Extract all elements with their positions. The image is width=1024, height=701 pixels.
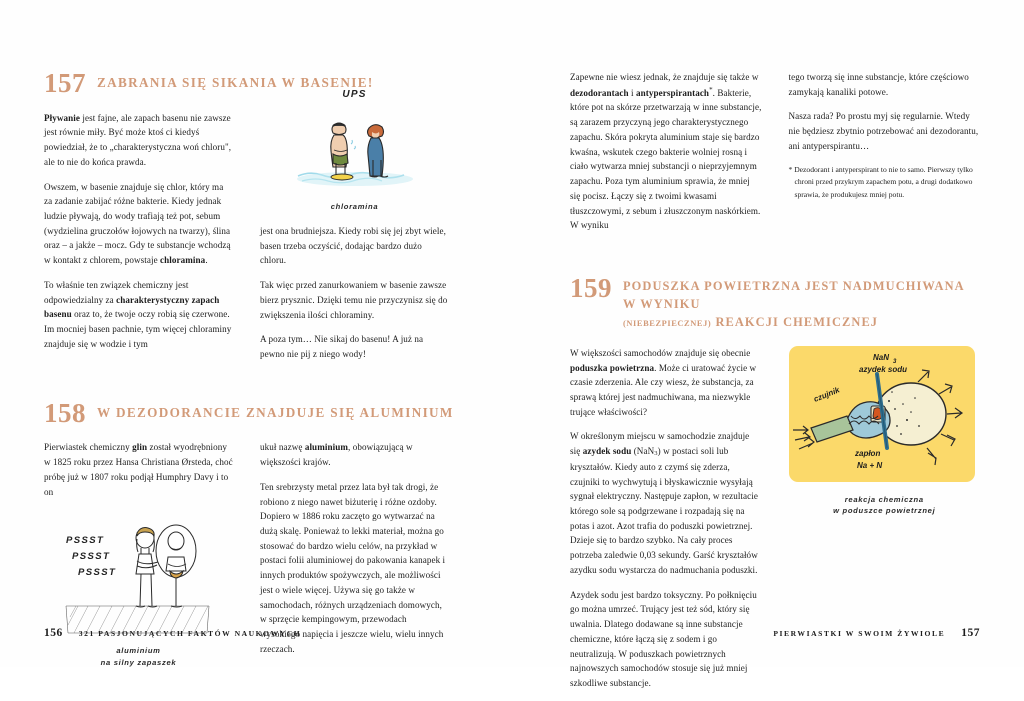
paragraph: tego tworzą się inne substancje, które częściowo zamykają kanaliki potowe. (788, 72, 969, 97)
fact-157-title: ZABRANIA SIĘ SIKANIA W BASENIE! (97, 75, 374, 90)
paragraph: ukuł nazwę aluminium, obowiązującą w większości krajów. (260, 442, 413, 468)
deodorant-drawing (44, 521, 233, 636)
svg-text:PSSST: PSSST (78, 567, 117, 579)
svg-text:Na + N: Na + N (856, 460, 882, 470)
paragraph: Pływanie jest fajne, ale zapach basenu nie zawsze jest równie miły. Być może ktoś ci kiedyś powiedział, że to „charakterystyczna woń chloru", ale to nie do końca prawda. (44, 112, 232, 167)
continuation-column-1 (570, 70, 762, 243)
paragraph: To właśnie ten związek chemiczny jest odpowiedzialny za charakterystyczny zapach basenu oraz to, że twoje oczy robią się czerwone. Im mocniej basen pachnie, tym więcej chloraminy znajduje się w wodzie i tym (44, 279, 232, 349)
fact-157 (44, 70, 468, 372)
airbag-yellow-panel (789, 346, 975, 482)
paragraph: Azydek sodu jest bardzo toksyczny. Po połknięciu go można umrzeć. Trujący jest też sód, który się uwalnia. Dlatego dodawane są inne substancje chemiczne, które łączą się z sodem i go neutralizują. W poduszkach powietrznych najnowszych samochodów stosuje się już mniej szkodliwe substancje. (570, 589, 757, 688)
paragraph: Zapewne nie wiesz jednak, że znajduje się także w dezodorantach i antyperspirantach*. Bakterie, które pot na skórze przetwarzają w inne substancje, są zarazem przyczyną jego charakterystycznego zapachu. Skóra pokryta aluminium staje się bardzo kwaśna, wskutek czego bakterie wolniej rosną i ciało wytwarza mniej substancji o nieprzyjemnym zapachu. Poza tym aluminium sprawia, że mniej się pocisz. Łączy się z twoimi kwasami tłuszczowymi, z sebum i złuszczonym naskórkiem. W wyniku (570, 72, 762, 231)
fact-159-title-line-1: PODUSZKA POWIETRZNA JEST NADMUCHIWANA W WYNIKU (623, 278, 964, 311)
fact-157-number: 157 (44, 68, 86, 98)
footnote: * Dezodorant i antyperspirant to nie to samo. Pierwszy tylko chroni przed przykrym zapachem potu, a drugi dodatkowo sprawia, że produkujesz mniej potu. (788, 164, 973, 200)
fact-159-columns (570, 346, 980, 701)
airbag-caption-line-2: w poduszce powietrznej (833, 506, 936, 516)
airbag-caption-line-1: reakcja chemiczna (844, 494, 924, 504)
right-page (512, 0, 1024, 688)
left-page (0, 0, 512, 667)
svg-text:PSSST: PSSST (72, 551, 111, 563)
fact-159-title-line-2: REAKCJI CHEMICZNEJ (715, 314, 879, 329)
deodorant-illustration (44, 521, 233, 668)
right-page-footer (773, 627, 980, 639)
left-folio: 156 (44, 627, 63, 639)
fact-159-number: 159 (570, 272, 612, 303)
right-folio: 157 (961, 627, 980, 639)
svg-text:zapłon: zapłon (854, 448, 880, 458)
svg-text:PSSST: PSSST (66, 535, 105, 547)
svg-text:azydek sodu: azydek sodu (858, 364, 907, 374)
airbag-illustration (789, 346, 981, 517)
fact-157-columns (44, 88, 468, 372)
paragraph: jest ona brudniejsza. Kiedy robi się jej zbyt wiele, basen trzeba oczyścić, dodając bardzo dużo chloru. (260, 226, 446, 266)
fact-158-heading (44, 397, 468, 428)
chloramine-illustration (260, 89, 449, 212)
paragraph: Pierwiastek chemiczny glin został wyodrębniony w 1825 roku przez Hansa Christiana Ørsteda, choć próbę już w 1807 roku podjął Humphry Davy i to on (44, 442, 233, 497)
left-page-footer (44, 627, 301, 639)
fact-157-column-2 (260, 88, 449, 372)
fact-159-heading (570, 272, 980, 332)
swimmers-drawing (260, 102, 449, 192)
chloramine-caption: chloramina (330, 201, 379, 211)
fact-158-number: 158 (44, 397, 86, 428)
deodorant-caption-line-2: na silny zapaszek (100, 657, 177, 667)
fact-159-column-1 (570, 346, 762, 701)
page-gutter (512, 0, 513, 667)
right-running-head: PIERWIASTKI W SWOIM ŻYWIOLE (773, 629, 946, 638)
paragraph: W określonym miejscu w samochodzie znajduje się azydek sodu (NaN3) w postaci soli lub kryształów. Kiedy auto z czymś się zderza, czujniki to wychwytują i błyskawicznie wysyłają sygnał elektryczny. Następuje zapłon, w rezultacie którego sole są podgrzewane i rozpadają się na potas i azot. Azot trafia do poduszki powietrznej. Dzieje się to bardzo szybko. Na cały proces potrzeba zaledwie 0,03 sekundy. Garść kryształów azydku sodu wystarcza do nadmuchania poduszki. (570, 431, 758, 575)
fact-159-column-2 (789, 346, 981, 701)
paragraph: Nasza rada? Po prostu myj się regularnie. Wtedy nie będziesz zbytnio potrzebować ani dezodorantu, ani antyperspirantu… (788, 111, 979, 151)
paragraph: W większości samochodów znajduje się obecnie poduszka powietrzna. Może ci uratować życie w czasie zderzenia. Ale czy wiesz, że substancja, za sprawą której jest nadmuchiwana, ma niezwykle trujące właściwości? (570, 347, 757, 417)
deodorant-continuation-columns (570, 70, 980, 243)
ups-label: UPS (342, 88, 367, 100)
deodorant-caption-line-1: aluminium (116, 646, 161, 656)
svg-text:czujnik: czujnik (811, 385, 841, 404)
svg-text:3: 3 (892, 358, 896, 365)
fact-159-title-qualifier: (NIEBEZPIECZNEJ) (623, 318, 712, 328)
continuation-column-2 (789, 70, 981, 243)
fact-159-title (623, 275, 980, 332)
airbag-drawing (789, 346, 975, 482)
left-running-head: 321 PASJONUJĄCYCH FAKTÓW NAUKOWYCH (78, 629, 302, 638)
fact-157-column-1 (44, 111, 233, 372)
paragraph: A poza tym… Nie sikaj do basenu! A już na pewno nie pij z niego wody! (260, 334, 424, 360)
fact-158-title: W DEZODORANCIE ZNAJDUJE SIĘ ALUMINIUM (97, 404, 454, 420)
paragraph: Owszem, w basenie znajduje się chlor, który ma za zadanie zabijać różne bakterie. Kiedy jednak ludzie pływają, do wody trafiają też pot, sebum (wydzielina gruczołów łojowych na twarzy), ślina oraz – a jakże – mocz. Gdy te substancje wchodzą w kontakt z chlorem, powstaje chloramina. (44, 181, 231, 266)
svg-text:NaN: NaN (872, 352, 889, 362)
paragraph: Tak więc przed zanurkowaniem w basenie zawsze bierz prysznic. Dzięki temu nie przyczynisz się do zwiększenia ilości chloraminy. (260, 280, 448, 320)
paragraph: Ten srebrzysty metal przez lata był tak drogi, że robiono z niego nawet biżuterię i różne ozdoby. Dopiero w 1886 roku zaczęto go wytwarzać na dużą skalę. Ponieważ to lekki materiał, można go stosować do bardzo wielu celów, na przykład w postaci folii aluminiowej do pakowania kanapek i innych produktów spożywczych, ale możliwości jest o wiele więcej. Używa się go także w samochodach, różnych urządzeniach domowych, w sprzęcie kempingowym, przewodach wysokiego napięcia i jeszcze wielu, wielu innych rzeczach. (260, 481, 446, 654)
